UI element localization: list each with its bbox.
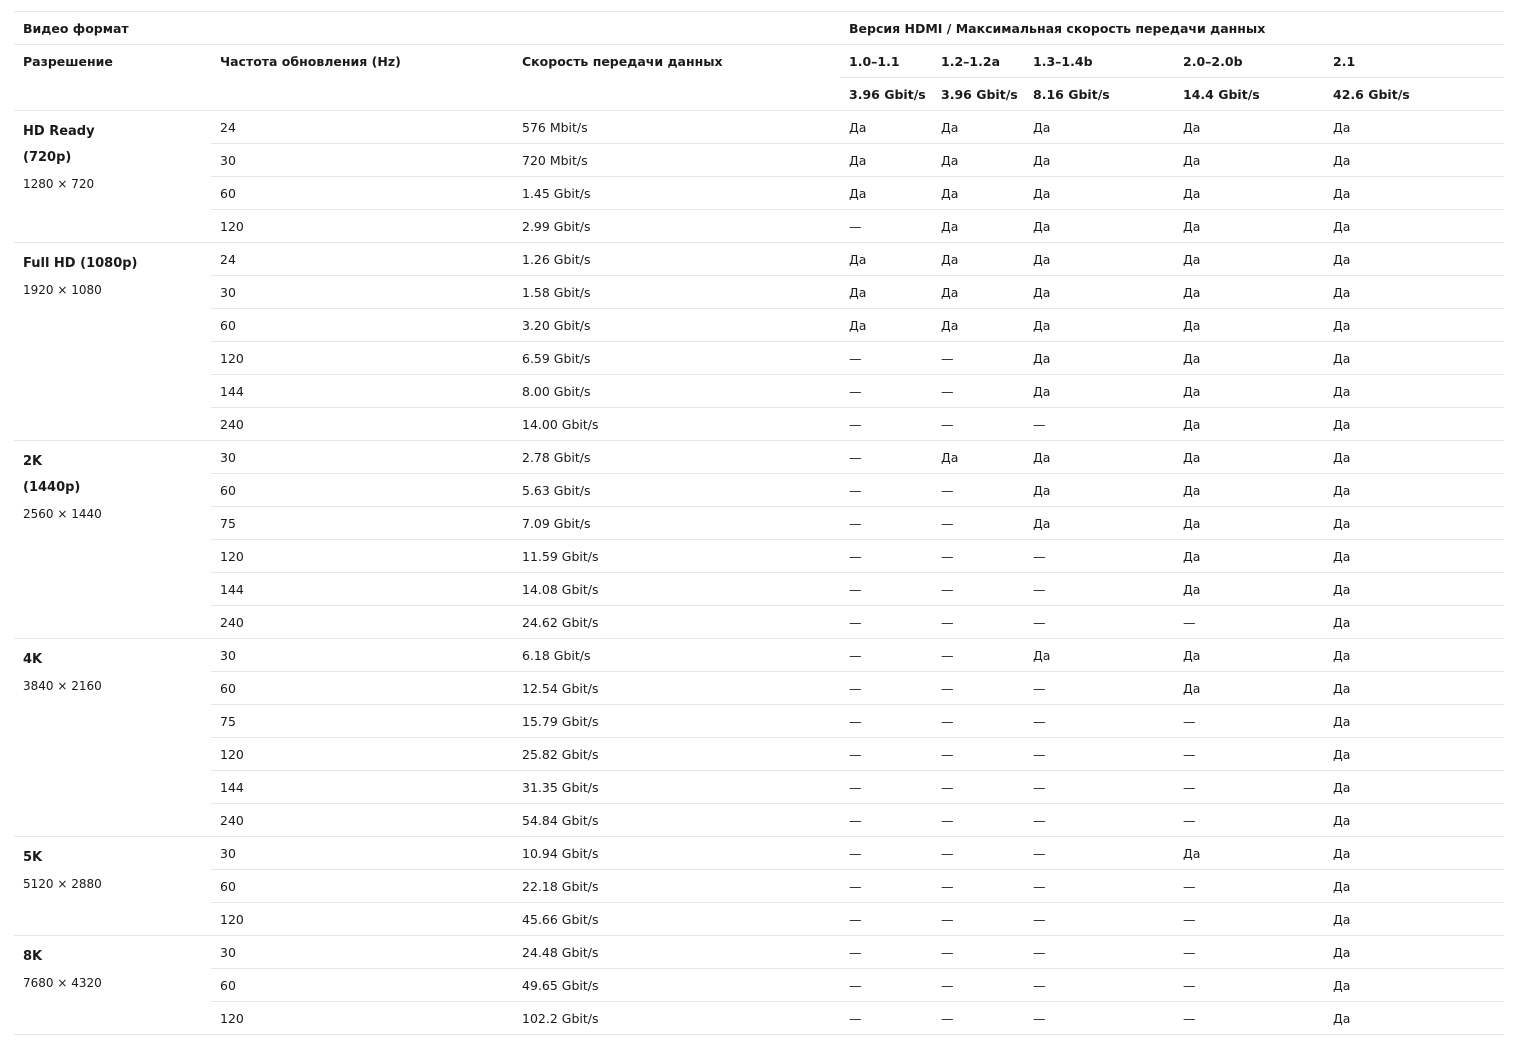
support-cell: — bbox=[840, 672, 932, 705]
table-row bbox=[14, 342, 1504, 375]
support-cell: Да bbox=[840, 243, 932, 276]
support-cell: — bbox=[840, 1002, 932, 1035]
table-row bbox=[14, 474, 1504, 507]
support-cell: Да bbox=[1324, 903, 1504, 936]
support-cell: — bbox=[840, 903, 932, 936]
support-cell: Да bbox=[1324, 441, 1504, 474]
support-cell: — bbox=[1024, 936, 1174, 969]
support-cell: — bbox=[932, 903, 1024, 936]
support-cell: Да bbox=[1324, 111, 1504, 144]
support-cell: — bbox=[1024, 606, 1174, 639]
support-cell: — bbox=[840, 606, 932, 639]
support-cell: — bbox=[840, 639, 932, 672]
format-name: Full HD (1080p) bbox=[23, 256, 138, 271]
refresh-rate-cell: 30 bbox=[211, 441, 513, 474]
format-name: 8K bbox=[23, 949, 43, 964]
support-cell: Да bbox=[932, 210, 1024, 243]
table-row bbox=[14, 738, 1504, 771]
refresh-rate-cell: 75 bbox=[211, 705, 513, 738]
support-cell: — bbox=[840, 870, 932, 903]
format-name: HD Ready bbox=[23, 124, 95, 139]
max-rate-header-2: 3.96 Gbit/s bbox=[932, 78, 1024, 111]
support-cell: Да bbox=[932, 441, 1024, 474]
refresh-rate-cell: 120 bbox=[211, 210, 513, 243]
format-name: (720p) bbox=[23, 150, 72, 165]
support-cell: Да bbox=[1024, 243, 1174, 276]
support-cell: — bbox=[932, 375, 1024, 408]
format-name: 5K bbox=[23, 850, 43, 865]
support-cell: Да bbox=[1174, 342, 1324, 375]
support-cell: — bbox=[932, 342, 1024, 375]
support-cell: Да bbox=[1324, 243, 1504, 276]
support-cell: Да bbox=[1324, 771, 1504, 804]
refresh-rate-cell: 24 bbox=[211, 243, 513, 276]
support-cell: — bbox=[840, 573, 932, 606]
support-cell: Да bbox=[932, 276, 1024, 309]
refresh-rate-cell: 144 bbox=[211, 573, 513, 606]
support-cell: Да bbox=[1324, 870, 1504, 903]
table-row bbox=[14, 771, 1504, 804]
format-resolution: 5120 × 2880 bbox=[23, 877, 102, 891]
support-cell: — bbox=[1024, 969, 1174, 1002]
support-cell: Да bbox=[1324, 606, 1504, 639]
support-cell: Да bbox=[1174, 375, 1324, 408]
support-cell: — bbox=[1174, 771, 1324, 804]
support-cell: Да bbox=[1024, 375, 1174, 408]
support-cell: Да bbox=[1174, 474, 1324, 507]
support-cell: Да bbox=[1324, 573, 1504, 606]
table-row bbox=[14, 1002, 1504, 1035]
resolution-header: Разрешение bbox=[14, 45, 211, 111]
refresh-rate-cell: 120 bbox=[211, 540, 513, 573]
support-cell: — bbox=[1024, 804, 1174, 837]
data-rate-cell: 7.09 Gbit/s bbox=[513, 507, 840, 540]
data-rate-cell: 1.45 Gbit/s bbox=[513, 177, 840, 210]
support-cell: — bbox=[1174, 870, 1324, 903]
max-rate-header-5: 42.6 Gbit/s bbox=[1324, 78, 1504, 111]
support-cell: — bbox=[1024, 705, 1174, 738]
support-cell: Да bbox=[932, 309, 1024, 342]
support-cell: — bbox=[1024, 540, 1174, 573]
max-rate-header-3: 8.16 Gbit/s bbox=[1024, 78, 1174, 111]
table-row bbox=[14, 936, 1504, 969]
support-cell: — bbox=[840, 210, 932, 243]
table-row bbox=[14, 507, 1504, 540]
support-cell: Да bbox=[932, 177, 1024, 210]
hdmi-bandwidth-table bbox=[14, 11, 1504, 1035]
data-rate-cell: 24.48 Gbit/s bbox=[513, 936, 840, 969]
table-row bbox=[14, 441, 1504, 474]
support-cell: Да bbox=[1324, 474, 1504, 507]
table-row bbox=[14, 111, 1504, 144]
header-row-2 bbox=[14, 45, 1504, 78]
data-rate-cell: 2.78 Gbit/s bbox=[513, 441, 840, 474]
support-cell: Да bbox=[1324, 1002, 1504, 1035]
format-cell bbox=[14, 936, 211, 1035]
support-cell: — bbox=[840, 540, 932, 573]
refresh-rate-cell: 60 bbox=[211, 672, 513, 705]
table-row bbox=[14, 903, 1504, 936]
support-cell: Да bbox=[932, 243, 1024, 276]
table-row bbox=[14, 540, 1504, 573]
hdmi-version-header: Версия HDMI / Максимальная скорость передачи данных bbox=[840, 12, 1504, 45]
refresh-rate-cell: 30 bbox=[211, 276, 513, 309]
data-rate-cell: 11.59 Gbit/s bbox=[513, 540, 840, 573]
support-cell: Да bbox=[1324, 342, 1504, 375]
data-rate-header: Скорость передачи данных bbox=[513, 45, 840, 111]
version-header-4: 2.0–2.0b bbox=[1174, 45, 1324, 78]
hdmi-table-container bbox=[14, 11, 1504, 1035]
table-row bbox=[14, 837, 1504, 870]
support-cell: — bbox=[932, 474, 1024, 507]
support-cell: Да bbox=[840, 309, 932, 342]
support-cell: — bbox=[840, 375, 932, 408]
format-cell bbox=[14, 243, 211, 441]
support-cell: — bbox=[1024, 837, 1174, 870]
table-row bbox=[14, 210, 1504, 243]
refresh-rate-cell: 144 bbox=[211, 375, 513, 408]
format-resolution: 1280 × 720 bbox=[23, 177, 95, 191]
refresh-rate-cell: 144 bbox=[211, 771, 513, 804]
support-cell: Да bbox=[840, 111, 932, 144]
support-cell: Да bbox=[1174, 441, 1324, 474]
support-cell: Да bbox=[1324, 672, 1504, 705]
refresh-rate-cell: 60 bbox=[211, 474, 513, 507]
support-cell: Да bbox=[1324, 705, 1504, 738]
support-cell: Да bbox=[1324, 177, 1504, 210]
data-rate-cell: 3.20 Gbit/s bbox=[513, 309, 840, 342]
support-cell: Да bbox=[932, 111, 1024, 144]
support-cell: — bbox=[1174, 606, 1324, 639]
support-cell: Да bbox=[1174, 111, 1324, 144]
table-row bbox=[14, 705, 1504, 738]
support-cell: Да bbox=[1024, 111, 1174, 144]
support-cell: Да bbox=[1024, 177, 1174, 210]
table-header bbox=[14, 12, 1504, 111]
support-cell: Да bbox=[1324, 210, 1504, 243]
support-cell: Да bbox=[1024, 144, 1174, 177]
header-row-1 bbox=[14, 12, 1504, 45]
support-cell: Да bbox=[1174, 573, 1324, 606]
support-cell: Да bbox=[1174, 507, 1324, 540]
video-format-header: Видео формат bbox=[14, 12, 840, 45]
support-cell: Да bbox=[1324, 936, 1504, 969]
support-cell: Да bbox=[1324, 309, 1504, 342]
refresh-rate-cell: 240 bbox=[211, 606, 513, 639]
support-cell: — bbox=[932, 738, 1024, 771]
support-cell: Да bbox=[1324, 276, 1504, 309]
support-cell: Да bbox=[1324, 144, 1504, 177]
version-header-5: 2.1 bbox=[1324, 45, 1504, 78]
data-rate-cell: 102.2 Gbit/s bbox=[513, 1002, 840, 1035]
table-row bbox=[14, 606, 1504, 639]
support-cell: — bbox=[840, 705, 932, 738]
refresh-rate-cell: 30 bbox=[211, 144, 513, 177]
version-header-1: 1.0–1.1 bbox=[840, 45, 932, 78]
refresh-rate-cell: 120 bbox=[211, 342, 513, 375]
support-cell: — bbox=[840, 771, 932, 804]
data-rate-cell: 1.58 Gbit/s bbox=[513, 276, 840, 309]
support-cell: Да bbox=[1324, 639, 1504, 672]
support-cell: — bbox=[1024, 771, 1174, 804]
refresh-rate-cell: 60 bbox=[211, 969, 513, 1002]
support-cell: Да bbox=[1174, 144, 1324, 177]
data-rate-cell: 2.99 Gbit/s bbox=[513, 210, 840, 243]
table-row bbox=[14, 408, 1504, 441]
support-cell: Да bbox=[1174, 177, 1324, 210]
data-rate-cell: 5.63 Gbit/s bbox=[513, 474, 840, 507]
support-cell: Да bbox=[1324, 804, 1504, 837]
table-row bbox=[14, 375, 1504, 408]
support-cell: — bbox=[1174, 705, 1324, 738]
support-cell: — bbox=[932, 408, 1024, 441]
support-cell: Да bbox=[840, 144, 932, 177]
data-rate-cell: 24.62 Gbit/s bbox=[513, 606, 840, 639]
refresh-rate-cell: 30 bbox=[211, 837, 513, 870]
table-row bbox=[14, 276, 1504, 309]
support-cell: — bbox=[1024, 573, 1174, 606]
support-cell: Да bbox=[1024, 276, 1174, 309]
support-cell: — bbox=[840, 441, 932, 474]
format-name: 4K bbox=[23, 652, 43, 667]
data-rate-cell: 22.18 Gbit/s bbox=[513, 870, 840, 903]
format-cell bbox=[14, 441, 211, 639]
table-row bbox=[14, 243, 1504, 276]
support-cell: — bbox=[1024, 870, 1174, 903]
support-cell: — bbox=[1024, 1002, 1174, 1035]
support-cell: — bbox=[932, 705, 1024, 738]
support-cell: Да bbox=[1024, 210, 1174, 243]
table-row bbox=[14, 177, 1504, 210]
refresh-rate-cell: 240 bbox=[211, 408, 513, 441]
support-cell: — bbox=[840, 342, 932, 375]
refresh-rate-cell: 24 bbox=[211, 111, 513, 144]
support-cell: Да bbox=[1174, 408, 1324, 441]
data-rate-cell: 25.82 Gbit/s bbox=[513, 738, 840, 771]
support-cell: Да bbox=[1324, 540, 1504, 573]
support-cell: — bbox=[932, 540, 1024, 573]
data-rate-cell: 14.08 Gbit/s bbox=[513, 573, 840, 606]
format-resolution: 3840 × 2160 bbox=[23, 679, 102, 693]
refresh-rate-cell: 120 bbox=[211, 738, 513, 771]
support-cell: — bbox=[932, 507, 1024, 540]
support-cell: — bbox=[932, 969, 1024, 1002]
table-body bbox=[14, 111, 1504, 1035]
support-cell: Да bbox=[1174, 243, 1324, 276]
format-cell bbox=[14, 639, 211, 837]
support-cell: Да bbox=[1174, 837, 1324, 870]
support-cell: — bbox=[840, 474, 932, 507]
support-cell: — bbox=[1024, 672, 1174, 705]
refresh-rate-cell: 30 bbox=[211, 639, 513, 672]
support-cell: — bbox=[932, 672, 1024, 705]
table-row bbox=[14, 870, 1504, 903]
data-rate-cell: 14.00 Gbit/s bbox=[513, 408, 840, 441]
support-cell: Да bbox=[1024, 639, 1174, 672]
data-rate-cell: 6.18 Gbit/s bbox=[513, 639, 840, 672]
support-cell: — bbox=[840, 936, 932, 969]
table-row bbox=[14, 804, 1504, 837]
version-header-2: 1.2–1.2a bbox=[932, 45, 1024, 78]
support-cell: — bbox=[840, 507, 932, 540]
support-cell: — bbox=[932, 606, 1024, 639]
support-cell: — bbox=[840, 408, 932, 441]
support-cell: Да bbox=[1024, 342, 1174, 375]
refresh-rate-cell: 75 bbox=[211, 507, 513, 540]
support-cell: Да bbox=[1024, 474, 1174, 507]
data-rate-cell: 31.35 Gbit/s bbox=[513, 771, 840, 804]
refresh-rate-cell: 120 bbox=[211, 1002, 513, 1035]
support-cell: — bbox=[932, 771, 1024, 804]
support-cell: — bbox=[1174, 936, 1324, 969]
data-rate-cell: 12.54 Gbit/s bbox=[513, 672, 840, 705]
support-cell: — bbox=[932, 804, 1024, 837]
format-cell bbox=[14, 837, 211, 936]
support-cell: — bbox=[932, 1002, 1024, 1035]
table-row bbox=[14, 672, 1504, 705]
support-cell: Да bbox=[1024, 507, 1174, 540]
support-cell: — bbox=[932, 837, 1024, 870]
support-cell: — bbox=[1174, 804, 1324, 837]
support-cell: Да bbox=[1174, 540, 1324, 573]
max-rate-header-4: 14.4 Gbit/s bbox=[1174, 78, 1324, 111]
support-cell: Да bbox=[1024, 309, 1174, 342]
data-rate-cell: 10.94 Gbit/s bbox=[513, 837, 840, 870]
data-rate-cell: 15.79 Gbit/s bbox=[513, 705, 840, 738]
version-header-3: 1.3–1.4b bbox=[1024, 45, 1174, 78]
table-row bbox=[14, 309, 1504, 342]
refresh-rate-cell: 120 bbox=[211, 903, 513, 936]
format-name: (1440p) bbox=[23, 480, 81, 495]
support-cell: Да bbox=[1324, 969, 1504, 1002]
format-name: 2K bbox=[23, 454, 43, 469]
support-cell: Да bbox=[932, 144, 1024, 177]
refresh-rate-cell: 240 bbox=[211, 804, 513, 837]
support-cell: Да bbox=[840, 276, 932, 309]
support-cell: — bbox=[840, 804, 932, 837]
support-cell: Да bbox=[1324, 375, 1504, 408]
support-cell: — bbox=[840, 738, 932, 771]
max-rate-header-1: 3.96 Gbit/s bbox=[840, 78, 932, 111]
refresh-rate-cell: 60 bbox=[211, 309, 513, 342]
refresh-rate-cell: 60 bbox=[211, 870, 513, 903]
data-rate-cell: 1.26 Gbit/s bbox=[513, 243, 840, 276]
support-cell: — bbox=[840, 837, 932, 870]
support-cell: Да bbox=[1174, 276, 1324, 309]
support-cell: Да bbox=[1324, 408, 1504, 441]
support-cell: Да bbox=[1174, 672, 1324, 705]
format-resolution: 1920 × 1080 bbox=[23, 283, 102, 297]
data-rate-cell: 720 Mbit/s bbox=[513, 144, 840, 177]
support-cell: Да bbox=[1324, 507, 1504, 540]
refresh-rate-cell: 30 bbox=[211, 936, 513, 969]
format-resolution: 7680 × 4320 bbox=[23, 976, 102, 990]
format-cell bbox=[14, 111, 211, 243]
refresh-rate-header: Частота обновления (Hz) bbox=[211, 45, 513, 111]
table-row bbox=[14, 639, 1504, 672]
table-row bbox=[14, 969, 1504, 1002]
refresh-rate-cell: 60 bbox=[211, 177, 513, 210]
support-cell: — bbox=[1174, 738, 1324, 771]
support-cell: — bbox=[932, 936, 1024, 969]
support-cell: — bbox=[1174, 1002, 1324, 1035]
support-cell: Да bbox=[1024, 441, 1174, 474]
support-cell: Да bbox=[1324, 738, 1504, 771]
support-cell: — bbox=[1174, 903, 1324, 936]
format-resolution: 2560 × 1440 bbox=[23, 507, 102, 521]
support-cell: — bbox=[1024, 408, 1174, 441]
support-cell: Да bbox=[1174, 639, 1324, 672]
support-cell: — bbox=[932, 870, 1024, 903]
support-cell: — bbox=[1174, 969, 1324, 1002]
table-row bbox=[14, 144, 1504, 177]
table-row bbox=[14, 573, 1504, 606]
data-rate-cell: 45.66 Gbit/s bbox=[513, 903, 840, 936]
support-cell: Да bbox=[840, 177, 932, 210]
data-rate-cell: 54.84 Gbit/s bbox=[513, 804, 840, 837]
support-cell: Да bbox=[1174, 210, 1324, 243]
support-cell: — bbox=[1024, 903, 1174, 936]
support-cell: — bbox=[932, 573, 1024, 606]
support-cell: — bbox=[840, 969, 932, 1002]
data-rate-cell: 8.00 Gbit/s bbox=[513, 375, 840, 408]
data-rate-cell: 576 Mbit/s bbox=[513, 111, 840, 144]
support-cell: — bbox=[1024, 738, 1174, 771]
support-cell: — bbox=[932, 639, 1024, 672]
data-rate-cell: 49.65 Gbit/s bbox=[513, 969, 840, 1002]
support-cell: Да bbox=[1174, 309, 1324, 342]
support-cell: Да bbox=[1324, 837, 1504, 870]
data-rate-cell: 6.59 Gbit/s bbox=[513, 342, 840, 375]
